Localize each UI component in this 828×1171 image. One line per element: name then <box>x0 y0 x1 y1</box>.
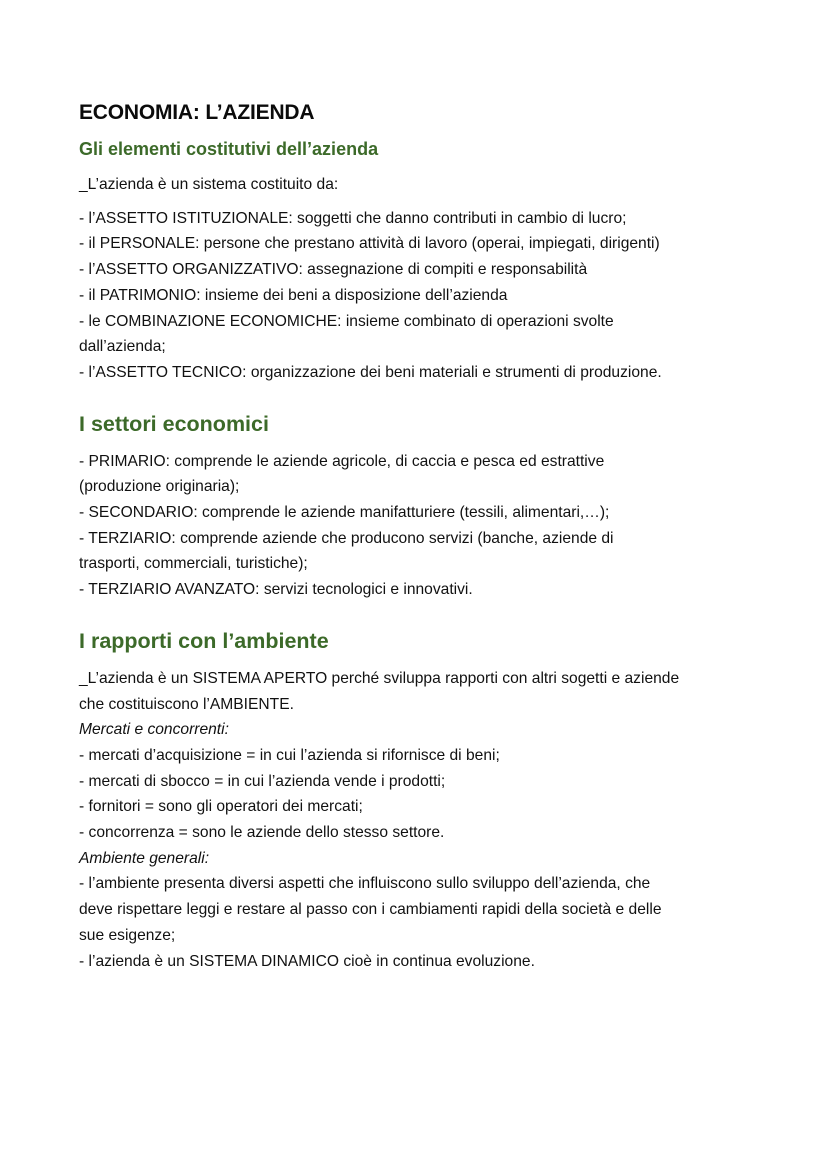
list-item: - l’azienda è un SISTEMA DINAMICO cioè in continua evoluzione. <box>79 952 535 970</box>
list-item: trasporti, commerciali, turistiche); <box>79 555 308 573</box>
paragraph-line: _L’azienda è un SISTEMA APERTO perché sviluppa rapporti con altri sogetti e aziende <box>79 669 680 687</box>
list-item: dall’azienda; <box>79 338 166 356</box>
list-item: - le COMBINAZIONE ECONOMICHE: insieme combinato di operazioni svolte <box>79 312 614 330</box>
section-heading-rapporti: I rapporti con l’ambiente <box>79 628 329 653</box>
environment-label: Ambiente generali: <box>79 849 210 867</box>
list-item: - concorrenza = sono le aziende dello stesso settore. <box>79 824 445 842</box>
list-item: - TERZIARIO AVANZATO: servizi tecnologici e innovativi. <box>79 581 473 599</box>
list-item: - mercati d’acquisizione = in cui l’azienda si rifornisce di beni; <box>79 746 500 764</box>
list-item: sue esigenze; <box>79 926 176 944</box>
paragraph-line: che costituiscono l’AMBIENTE. <box>79 695 294 713</box>
section1-intro: _L’azienda è un sistema costituito da: <box>79 176 339 193</box>
section3-body <box>79 666 779 974</box>
list-item: - il PERSONALE: persone che prestano attività di lavoro (operai, impiegati, dirigenti) <box>79 235 660 253</box>
section2-list <box>79 449 779 603</box>
markets-label: Mercati e concorrenti: <box>79 721 229 739</box>
list-item: deve rispettare leggi e restare al passo con i cambiamenti rapidi della società e delle <box>79 901 662 919</box>
document-page <box>79 98 779 974</box>
section-subheading-elementi: Gli elementi costitutivi dell’azienda <box>79 139 379 159</box>
list-item: - l’ASSETTO ISTITUZIONALE: soggetti che danno contributi in cambio di lucro; <box>79 209 627 227</box>
list-item: - SECONDARIO: comprende le aziende manifatturiere (tessili, alimentari,…); <box>79 504 610 522</box>
list-item: - l’ASSETTO TECNICO: organizzazione dei beni materiali e strumenti di produzione. <box>79 363 662 381</box>
list-item: - mercati di sbocco = in cui l’azienda vende i prodotti; <box>79 772 446 790</box>
section-heading-settori: I settori economici <box>79 411 269 436</box>
list-item: - l’ASSETTO ORGANIZZATIVO: assegnazione di compiti e responsabilità <box>79 261 588 279</box>
list-item: - PRIMARIO: comprende le aziende agricole, di caccia e pesca ed estrattive <box>79 452 605 470</box>
list-item: - il PATRIMONIO: insieme dei beni a disposizione dell’azienda <box>79 286 508 304</box>
list-item: (produzione originaria); <box>79 478 240 496</box>
section1-list <box>79 206 779 386</box>
list-item: - TERZIARIO: comprende aziende che producono servizi (banche, aziende di <box>79 529 614 547</box>
document-title: ECONOMIA: L’AZIENDA <box>79 101 315 124</box>
list-item: - fornitori = sono gli operatori dei mercati; <box>79 798 363 816</box>
list-item: - l’ambiente presenta diversi aspetti che influiscono sullo sviluppo dell’azienda, che <box>79 875 651 893</box>
